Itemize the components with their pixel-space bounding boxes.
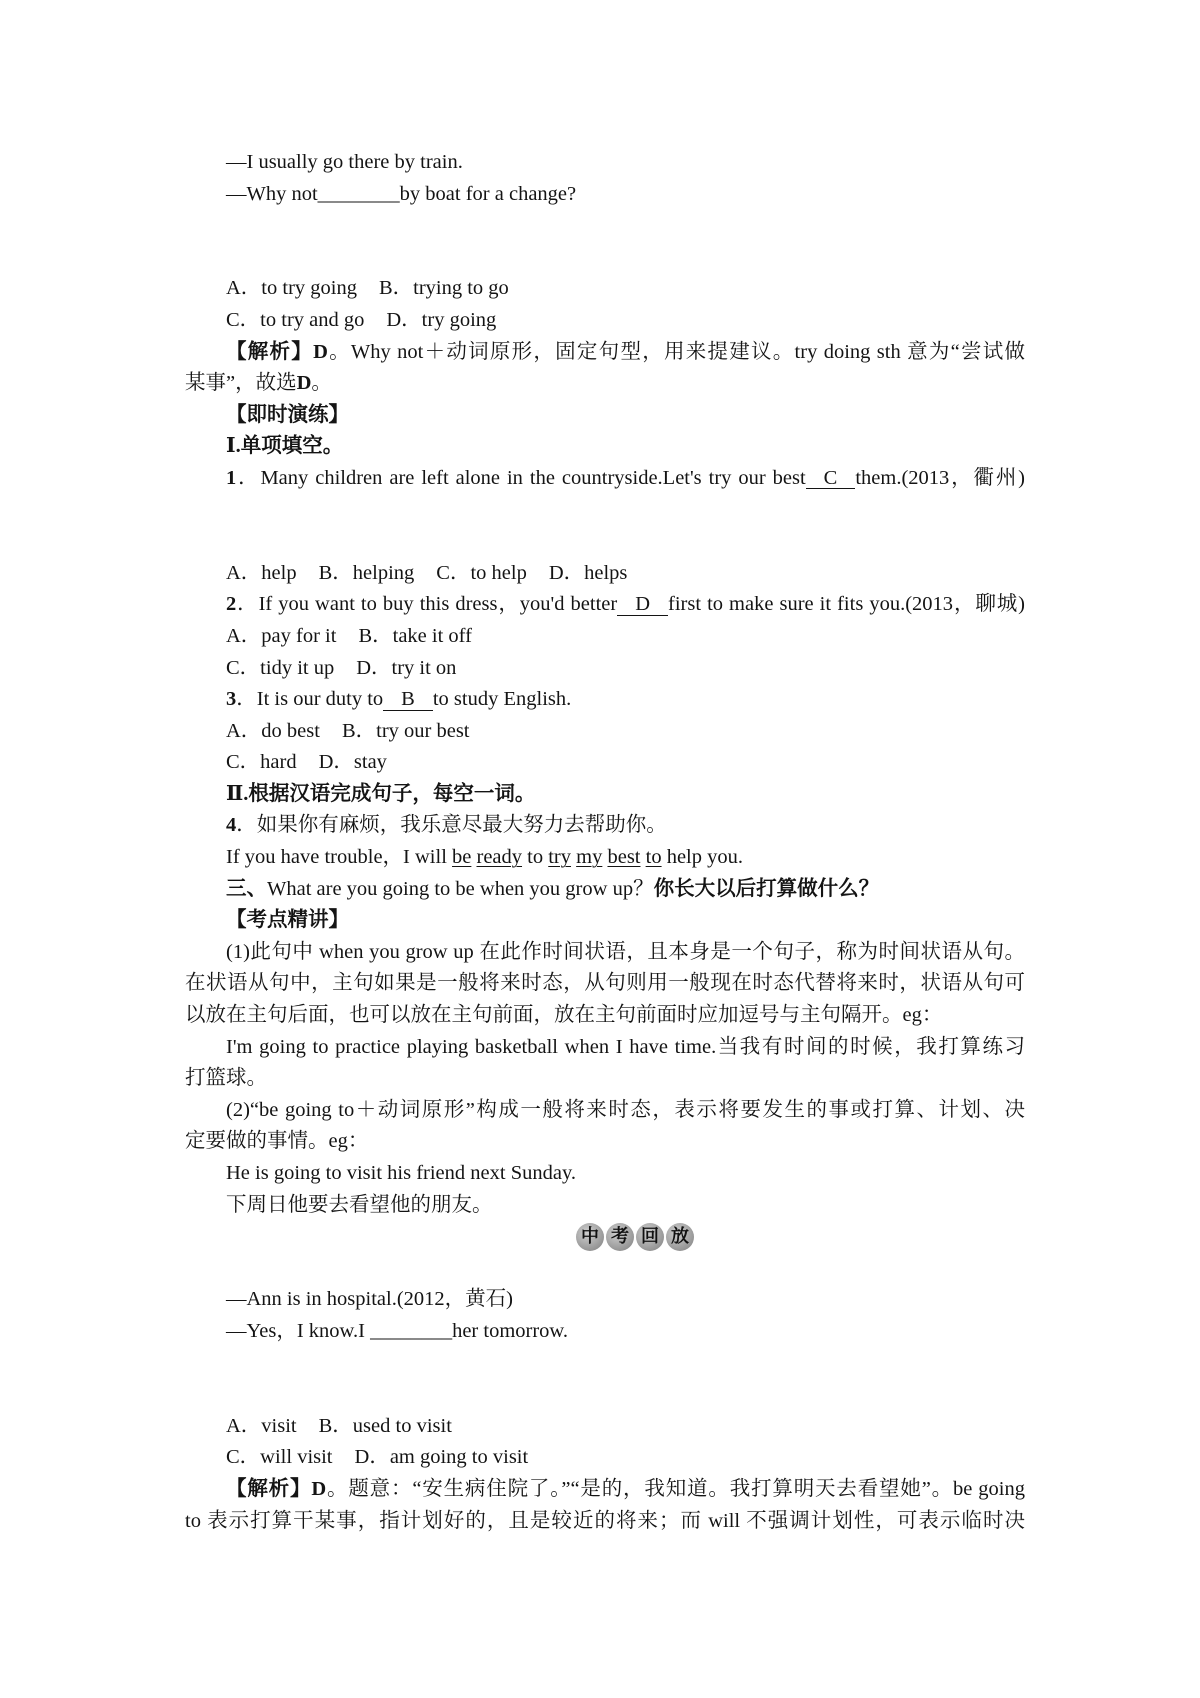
analysis-text: 某事”，故选 (185, 372, 297, 395)
answer-word: to (645, 846, 662, 869)
badge-char: 回 (636, 1223, 664, 1251)
answer-blank: B (383, 689, 433, 711)
options-row (185, 558, 1025, 590)
option-a: A．visit (226, 1414, 297, 1437)
option-a: A．pay for it (226, 624, 337, 647)
options-row (185, 621, 1025, 653)
option-d: D．try it on (356, 656, 457, 679)
point-title-zh: 你长大以后打算做什么？ (653, 877, 880, 900)
paragraph-line: 定要做的事情。eg： (185, 1130, 369, 1153)
option-a: A．to try going (226, 277, 357, 300)
analysis-tag: 【解析】 (226, 340, 314, 363)
analysis-text: 。 (311, 372, 332, 395)
answer-letter: D (313, 340, 328, 363)
badge-char: 中 (576, 1223, 604, 1251)
stem-text: to study English. (432, 688, 572, 711)
analysis-line (185, 368, 1025, 400)
question-sep: ． (236, 593, 259, 616)
question-stem (185, 684, 1025, 716)
answer-word: be (452, 846, 472, 869)
sentence-text: If you have trouble，I will (226, 846, 447, 869)
paragraph-line: 在状语从句中，主句如果是一般将来时态，从句则用一般现在时态代替将来时，状语从句可 (185, 972, 1025, 995)
option-d: D．try going (386, 308, 497, 331)
option-c: C．will visit (226, 1446, 333, 1469)
question-stem (185, 810, 1025, 842)
analysis-text: 。题意：“安生病住院了。”“是的，我知道。我打算明天去看望她”。be going (326, 1477, 1025, 1500)
sentence-text: help you. (666, 846, 743, 869)
answer-word: try (548, 846, 572, 869)
dialogue-line: —Ann is in hospital.(2012，黄石) (226, 1288, 513, 1311)
option-d: D．stay (318, 751, 387, 774)
analysis-text: 。Why not＋动词原形，固定句型，用来提建议。try doing sth 意为“尝试做 (327, 340, 1026, 363)
question-stem (185, 463, 1025, 495)
option-d: D．am going to visit (354, 1446, 529, 1469)
badge-char: 放 (666, 1223, 694, 1251)
text-column (185, 147, 1025, 1537)
example-line: 打篮球。 (185, 1067, 267, 1090)
question-number: 3 (226, 688, 237, 711)
exam-review-badge (185, 1221, 1025, 1253)
question-sep: ． (236, 466, 261, 489)
option-b: B．trying to go (378, 277, 509, 300)
options-row (185, 1411, 1025, 1443)
option-b: B．try our best (341, 719, 470, 742)
analysis-tag: 【解析】 (226, 1477, 312, 1500)
question-sep: ． (236, 688, 257, 711)
dialogue-line: —Why not________by boat for a change? (226, 182, 577, 205)
option-d: D．helps (548, 561, 628, 584)
analysis-line: to 表示打算干某事，指计划好的，且是较近的将来；而 will 不强调计划性，可表示临时决 (185, 1509, 1025, 1532)
badge-char: 考 (606, 1223, 634, 1251)
example-line: I'm going to practice playing basketball when I have time.当我有时间的时候，我打算练习 (226, 1035, 1025, 1058)
answer-word: my (576, 846, 603, 869)
subsection-heading: Ⅰ.单项填空。 (226, 435, 344, 458)
stem-text: It is our duty to (256, 688, 384, 711)
chinese-sentence: 如果你有麻烦，我乐意尽最大努力去帮助你。 (256, 814, 667, 837)
blank-space (185, 495, 1025, 558)
options-row (185, 653, 1025, 685)
answer-word: ready (476, 846, 523, 869)
option-b: B．helping (318, 561, 415, 584)
point-title (185, 874, 1025, 906)
subsection-heading: Ⅱ.根据汉语完成句子，每空一词。 (226, 782, 536, 805)
stem-text: Many children are left alone in the countryside.Let's try our best (260, 466, 806, 489)
question-sep: ． (236, 814, 257, 837)
question-number: 1 (226, 466, 237, 489)
section-heading: 【考点精讲】 (226, 909, 349, 932)
options-row (185, 273, 1025, 305)
paragraph-line: 以放在主句后面，也可以放在主句前面，放在主句前面时应加逗号与主句隔开。eg： (185, 1004, 943, 1027)
option-a: A．help (226, 561, 297, 584)
option-c: C．to help (436, 561, 527, 584)
question-number: 4 (226, 814, 237, 837)
blank-space (185, 210, 1025, 273)
dialogue-line: —Yes，I know.I ________her tomorrow. (226, 1319, 569, 1342)
answer-blank: C (806, 468, 856, 490)
section-heading: 【即时演练】 (226, 403, 349, 426)
analysis-line (185, 337, 1025, 369)
point-number: 三、 (226, 877, 267, 900)
example-line: 下周日他要去看望他的朋友。 (226, 1193, 493, 1216)
paragraph-line: (2)“be going to＋动词原形”构成一般将来时态，表示将要发生的事或打算、计划、决 (226, 1098, 1025, 1121)
option-c: C．tidy it up (226, 656, 335, 679)
options-row (185, 716, 1025, 748)
example-line: He is going to visit his friend next Sunday. (226, 1162, 576, 1184)
stem-text: them.(2013，衢州) (855, 466, 1025, 489)
option-c: C．hard (226, 751, 297, 774)
blank-space (185, 1253, 1025, 1285)
option-b: B．take it off (358, 624, 472, 647)
answer-word: best (607, 846, 641, 869)
options-row (185, 747, 1025, 779)
option-b: B．used to visit (318, 1414, 452, 1437)
question-number: 2 (226, 593, 237, 616)
stem-text: first to make sure it fits you.(2013，聊城) (668, 593, 1025, 616)
answer-letter: D (296, 372, 312, 395)
option-a: A．do best (226, 719, 320, 742)
paragraph-line: (1)此句中 when you grow up 在此作时间状语，且本身是一个句子，称为时间状语从句。 (226, 940, 1025, 963)
option-c: C．to try and go (226, 308, 365, 331)
point-title-en: What are you going to be when you grow up？ (267, 877, 654, 900)
answer-letter: D (311, 1477, 327, 1500)
analysis-line (185, 1474, 1025, 1506)
english-sentence (185, 842, 1025, 874)
answer-blank: D (617, 594, 668, 616)
options-row (185, 305, 1025, 337)
dialogue-line: —I usually go there by train. (226, 151, 463, 173)
question-stem (185, 589, 1025, 621)
stem-text: If you want to buy this dress，you'd better (258, 593, 618, 616)
sentence-text: to (527, 846, 544, 869)
options-row (185, 1442, 1025, 1474)
blank-space (185, 1348, 1025, 1411)
